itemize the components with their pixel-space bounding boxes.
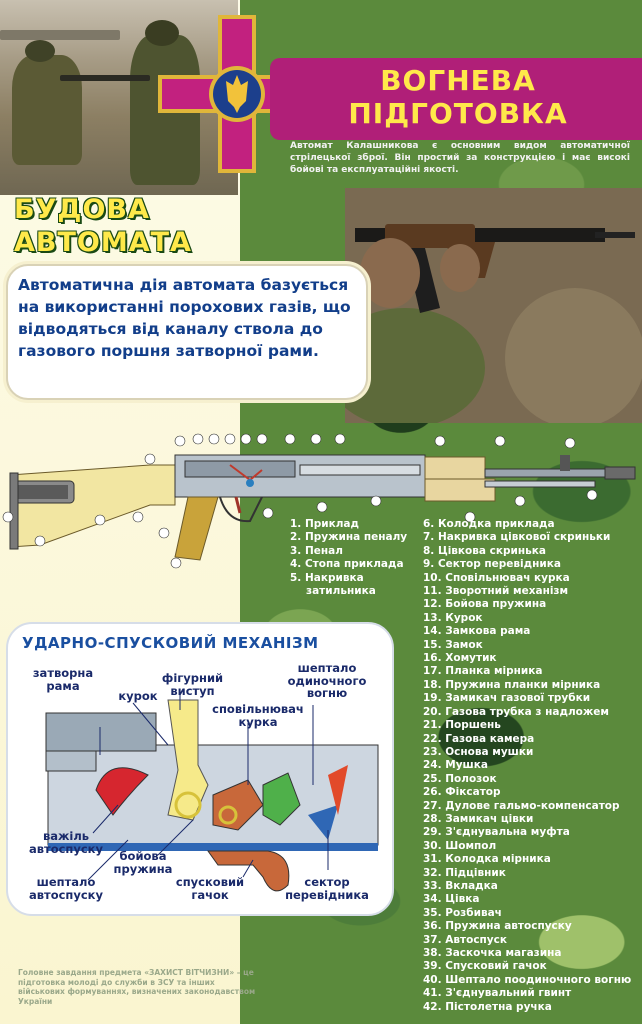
label-trigger: спусковий гачок — [175, 875, 245, 902]
label-single-fire-sear: шептало одиночного вогню — [287, 661, 367, 700]
title-line-1: ВОГНЕВА — [380, 64, 536, 97]
title-line-2: ПІДГОТОВКА — [348, 97, 568, 130]
section-title-line-2: АВТОМАТА — [14, 227, 192, 258]
parts-list-item: 1. Приклад — [290, 518, 359, 530]
parts-list-item: 12. Бойова пружина — [423, 598, 547, 611]
parts-list-left — [290, 518, 425, 598]
parts-list-item: 5. Накривка — [290, 571, 364, 584]
label-bolt-carrier: затворна рама — [32, 666, 94, 693]
parts-list-item: 36. Пружина автоспуску — [423, 920, 572, 933]
label-auto-lever: важіль автоспуску — [29, 829, 103, 856]
parts-list-item: 16. Хомутик — [423, 652, 497, 665]
parts-list-item: 26. Фіксатор — [423, 786, 501, 799]
parts-list-item: 33. Вкладка — [423, 879, 498, 892]
parts-list-item: 32. Підцівник — [423, 866, 506, 879]
label-shaped-ledge: фігурний виступ — [161, 671, 224, 698]
parts-list-item: 28. Замикач цівки — [423, 812, 534, 825]
section-title-line-1: БУДОВА — [14, 194, 150, 225]
parts-list-item: 31. Колодка мірника — [423, 853, 551, 866]
parts-list-item: 22. Газова камера — [423, 732, 535, 745]
label-auto-sear: шептало автоспуску — [29, 875, 103, 902]
label-hammer: курок — [118, 689, 158, 703]
parts-list-item: 15. Замок — [423, 638, 483, 651]
parts-list-item: 2. Пружина пеналу — [290, 531, 408, 544]
parts-list-item: 11. Зворотний механізм — [423, 585, 569, 598]
intro-text: Автомат Калашникова є основним видом автоматичної стрілецької зброї. Він простий за конструкцією і має високі бойові та експлуатаційні якості. — [290, 141, 630, 175]
footer-note: Головне завдання предмета «ЗАХИСТ ВІТЧИЗНИ» – це підготовка молоді до служби в ЗСУ та інших військових формуваннях, визначених законодавством України — [18, 968, 256, 1006]
parts-list-item: 37. Автоспуск — [423, 933, 507, 946]
parts-list-item: 24. Мушка — [423, 759, 488, 772]
parts-list-item: 21. Поршень — [423, 719, 501, 732]
page-title — [278, 64, 638, 130]
parts-list-item: 17. Планка мірника — [423, 665, 543, 678]
label-selector: сектор перевідника — [285, 875, 369, 902]
parts-list-item: 29. З'єднувальна муфта — [423, 826, 570, 839]
parts-list-item: 8. Цівкова скринька — [423, 544, 546, 557]
parts-list-item: 39. Спусковий гачок — [423, 960, 547, 973]
parts-list-item: 14. Замкова рама — [423, 625, 531, 638]
parts-list-item: 35. Розбивач — [423, 906, 502, 919]
parts-list-item: 13. Курок — [423, 611, 483, 624]
parts-list-item: 18. Пружина планки мірника — [423, 678, 601, 691]
parts-list-item: 20. Газова трубка з надложем — [423, 705, 610, 718]
label-hammer-retarder: сповільнювач курка — [212, 702, 304, 729]
parts-list-item: 40. Шептало поодиночного вогню — [423, 973, 632, 986]
parts-list-item: 23. Основа мушки — [423, 745, 534, 758]
photo-firing-rifle — [345, 188, 642, 423]
parts-list-item: 9. Сектор перевідника — [423, 558, 561, 571]
parts-list-item: 41. З'єднувальний гвинт — [423, 987, 572, 1000]
trigger-mechanism-title: УДАРНО-СПУСКОВИЙ МЕХАНІЗМ — [22, 634, 319, 652]
parts-list-item: 38. Заскочка магазина — [423, 947, 562, 959]
parts-list-item: 4. Стопа приклада — [290, 558, 404, 571]
parts-list-right — [423, 518, 638, 1014]
section-title — [14, 193, 244, 259]
parts-list-item: 34. Цівка — [423, 893, 480, 906]
parts-list-item: 19. Замикач газової трубки — [423, 692, 591, 705]
parts-list-item: 10. Сповільнювач курка — [423, 571, 570, 584]
parts-list-item: 7. Накривка цівкової скриньки — [423, 531, 611, 544]
parts-list-item: 6. Колодка приклада — [423, 518, 555, 530]
parts-list-item: 27. Дулове гальмо-компенсатор — [423, 799, 620, 812]
parts-list-item: затильника — [306, 585, 376, 598]
parts-list-item: 3. Пенал — [290, 544, 343, 557]
label-mainspring: бойова пружина — [113, 849, 173, 876]
parts-list-item: 30. Шомпол — [423, 839, 497, 852]
rifle-photo-drawing — [345, 188, 642, 423]
parts-list-item: 42. Пістолетна ручка — [423, 1000, 552, 1013]
parts-list-item: 25. Полозок — [423, 772, 497, 785]
info-text: Автоматична дія автомата базується на використанні порохових газів, що відводяться від каналу ствола до газового поршня затворної рами. — [18, 276, 351, 360]
